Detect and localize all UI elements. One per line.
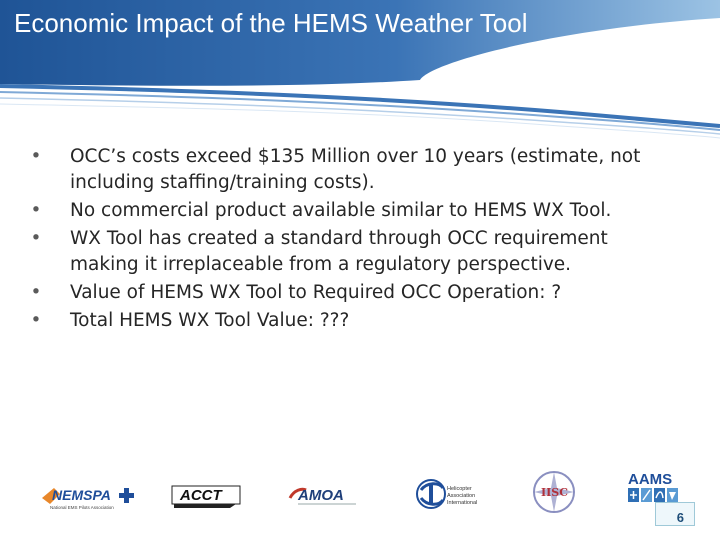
bullet-text: No commercial product available similar to HEMS WX Tool. bbox=[70, 200, 612, 221]
bullet-item bbox=[26, 226, 676, 278]
nemspa-tagline: National EMS Pilots Association bbox=[50, 505, 114, 510]
page-number bbox=[655, 502, 695, 526]
bullet-icon: • bbox=[30, 146, 42, 167]
sponsor-logos bbox=[0, 462, 720, 522]
bullet-text: Value of HEMS WX Tool to Required OCC Operation: ? bbox=[70, 282, 562, 303]
bullet-text: WX Tool has created a standard through OCC requirement making it irreplaceable from a regulatory perspective. bbox=[70, 228, 608, 275]
acct-wordmark: ACCT bbox=[180, 487, 222, 504]
hai-logo bbox=[415, 472, 485, 516]
bullet-item bbox=[26, 198, 676, 224]
aams-wordmark: AAMS bbox=[628, 471, 673, 488]
aams-logo bbox=[626, 470, 682, 506]
hai-text-line3: International bbox=[447, 500, 478, 506]
bullet-icon: • bbox=[30, 228, 42, 249]
hai-text-line1: Helicopter bbox=[447, 486, 472, 492]
acct-logo bbox=[170, 482, 242, 510]
title-banner bbox=[0, 0, 720, 140]
iisc-logo bbox=[530, 468, 578, 516]
bullet-icon: • bbox=[30, 310, 42, 331]
bullet-icon: • bbox=[30, 200, 42, 221]
slide-title: Economic Impact of the HEMS Weather Tool bbox=[14, 8, 528, 38]
bullet-icon: • bbox=[30, 282, 42, 303]
amoa-wordmark: AMOA bbox=[298, 487, 344, 504]
amoa-logo bbox=[288, 484, 362, 508]
bullet-item bbox=[26, 280, 676, 306]
bullet-list bbox=[26, 144, 676, 336]
iisc-wordmark: IISC bbox=[541, 486, 568, 499]
hai-text-line2: Association bbox=[447, 493, 476, 499]
page-number-text: 6 bbox=[676, 510, 684, 525]
nemspa-wordmark: NEMSPA bbox=[52, 487, 111, 503]
nemspa-logo bbox=[40, 482, 140, 512]
bullet-item bbox=[26, 308, 676, 334]
bullet-text: Total HEMS WX Tool Value: ??? bbox=[70, 310, 350, 331]
bullet-item bbox=[26, 144, 676, 196]
bullet-text: OCC’s costs exceed $135 Million over 10 years (estimate, not including staffing/training costs). bbox=[70, 146, 641, 193]
